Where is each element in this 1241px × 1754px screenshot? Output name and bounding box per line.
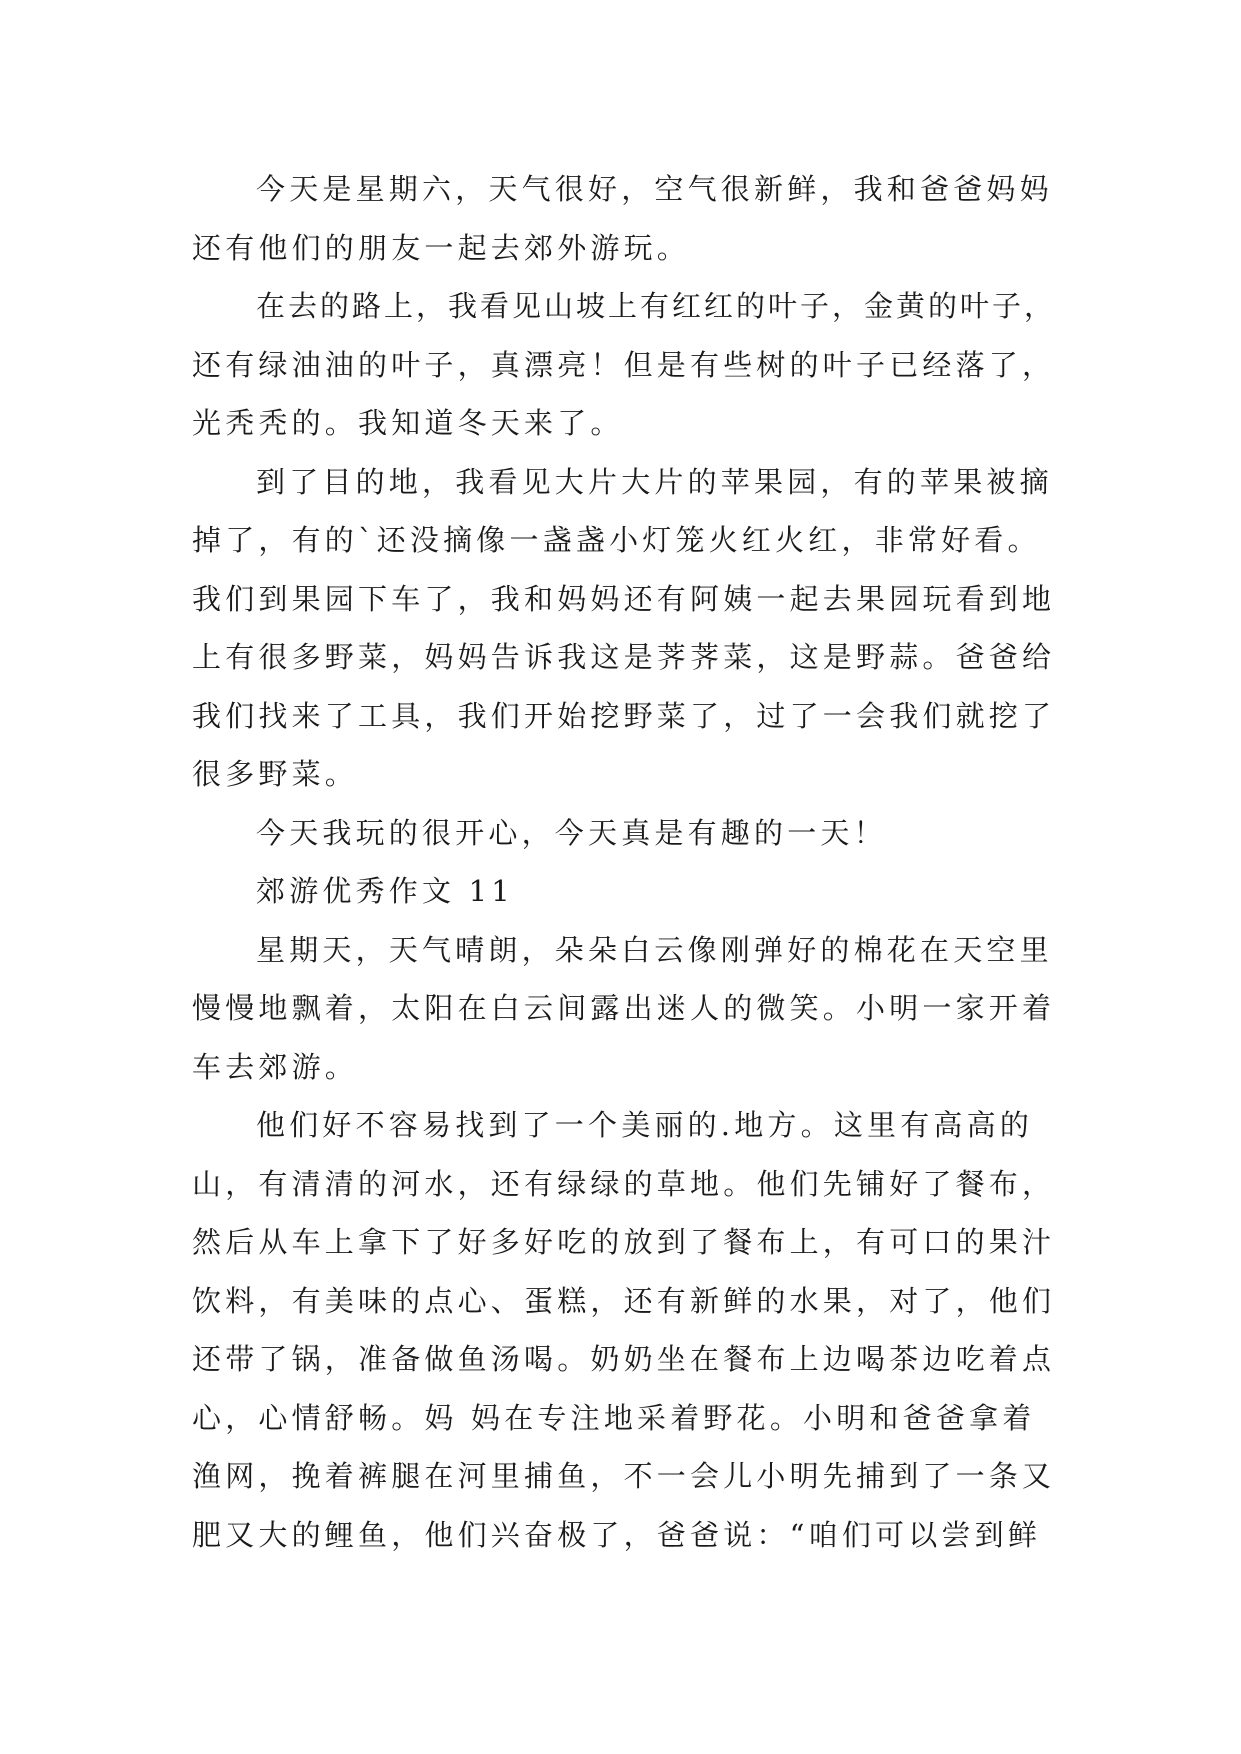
text-line: 饮料，有美味的点心、蛋糕，还有新鲜的水果，对了，他们	[192, 1283, 1056, 1318]
text-line: 今天是星期六，天气很好，空气很新鲜，我和爸爸妈妈	[256, 172, 1053, 206]
text-line: 还有绿油油的叶子，真漂亮！但是有些树的叶子已经落了，	[192, 347, 1056, 382]
text-line: 到了目的地，我看见大片大片的苹果园，有的苹果被摘	[256, 464, 1053, 499]
text-line: 慢慢地飘着，太阳在白云间露出迷人的微笑。小明一家开着	[192, 991, 1056, 1025]
document-body	[192, 160, 1062, 1564]
text-line: 郊游优秀作文 11	[256, 874, 514, 908]
text-line: 他们好不容易找到了一个美丽的.地方。这里有高高的	[256, 1108, 1034, 1142]
text-line: 肥又大的鲤鱼，他们兴奋极了，爸爸说：“咱们可以尝到鲜	[192, 1517, 1042, 1552]
text-line: 渔网，挽着裤腿在河里捕鱼，不一会儿小明先捕到了一条又	[192, 1459, 1056, 1493]
text-line: 今天我玩的很开心，今天真是有趣的一天！	[256, 815, 887, 850]
text-line: 心，心情舒畅。妈 妈在专注地采着野花。小明和爸爸拿着	[192, 1400, 1036, 1435]
text-line: 山，有清清的河水，还有绿绿的草地。他们先铺好了餐布，	[192, 1166, 1056, 1201]
text-line: 星期天，天气晴朗，朵朵白云像刚弹好的棉花在天空里	[256, 932, 1053, 967]
text-line: 在去的路上，我看见山坡上有红红的叶子，金黄的叶子，	[256, 289, 1057, 323]
text-line: 我们找来了工具，我们开始挖野菜了，过了一会我们就挖了	[192, 698, 1056, 733]
text-line: 车去郊游。	[192, 1049, 359, 1084]
text-line: 光秃秃的。我知道冬天来了。	[192, 406, 624, 440]
text-line: 我们到果园下车了，我和妈妈还有阿姨一起去果园玩看到地	[192, 581, 1056, 616]
text-line: 很多野菜。	[192, 757, 359, 791]
text-line: 掉了，有的`还没摘像一盏盏小灯笼火红火红，非常好看。	[192, 523, 1041, 557]
text-line: 还带了锅，准备做鱼汤喝。奶奶坐在餐布上边喝茶边吃着点	[192, 1342, 1056, 1376]
text-line: 然后从车上拿下了好多好吃的放到了餐布上，有可口的果汁	[192, 1225, 1056, 1259]
text-line: 上有很多野菜，妈妈告诉我这是荠荠菜，这是野蒜。爸爸给	[192, 640, 1056, 674]
text-line: 还有他们的朋友一起去郊外游玩。	[192, 230, 691, 265]
